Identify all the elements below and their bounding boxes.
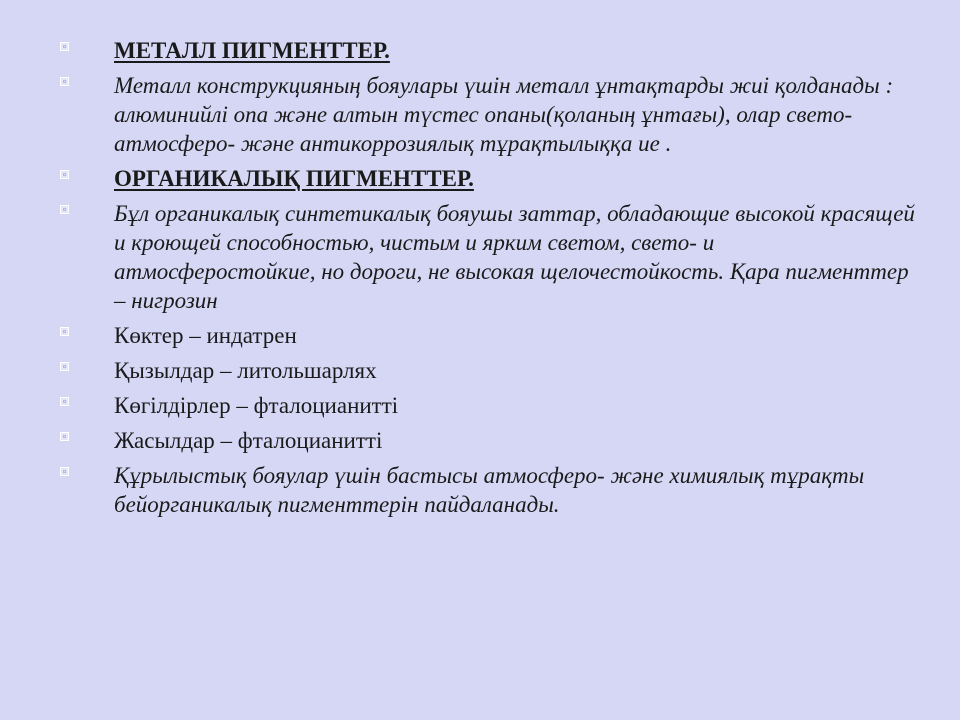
pigment-green-text: Жасылдар – фталоцианитті xyxy=(114,428,383,453)
paragraph-construction-paints: Құрылыстық бояулар үшін бастысы атмосферо- және химиялық тұрақты бейорганикалық пигменттерін пайдаланады. xyxy=(114,463,865,517)
square-bullet-icon xyxy=(60,432,69,441)
pigment-blue-text: Көктер – индатрен xyxy=(114,323,297,348)
list-item xyxy=(60,321,920,350)
bullet-item-construction-paints xyxy=(60,461,920,519)
bullet-list xyxy=(60,36,920,525)
bullet-item-organic-pigments-heading xyxy=(60,164,920,193)
section-heading-metal-pigments: МЕТАЛЛ ПИГМЕНТТЕР. xyxy=(114,38,390,63)
list-item xyxy=(60,391,920,420)
section-heading-organic-pigments: ОРГАНИКАЛЫҚ ПИГМЕНТТЕР. xyxy=(114,166,474,191)
square-bullet-icon xyxy=(60,327,69,336)
list-item xyxy=(60,426,920,455)
square-bullet-icon xyxy=(60,42,69,51)
square-bullet-icon xyxy=(60,467,69,476)
bullet-item-metal-pigments-heading xyxy=(60,36,920,65)
list-item xyxy=(60,356,920,385)
square-bullet-icon xyxy=(60,77,69,86)
square-bullet-icon xyxy=(60,170,69,179)
bullet-item-organic-pigments-text xyxy=(60,199,920,315)
paragraph-metal-pigments: Металл конструкцияның бояулары үшін металл ұнтақтарды жиі қолданады : алюминийлі опа және алтын түстес опаны(қоланың ұнтағы), олар свето-атмосферо- және антикоррозиялық тұрақтылыққа ие . xyxy=(114,73,894,156)
square-bullet-icon xyxy=(60,397,69,406)
pigment-red-text: Қызылдар – литольшарлях xyxy=(114,358,377,383)
pigment-light-blue-text: Көгілдірлер – фталоцианитті xyxy=(114,393,399,418)
square-bullet-icon xyxy=(60,362,69,371)
square-bullet-icon xyxy=(60,205,69,214)
bullet-item-metal-pigments-text xyxy=(60,71,920,158)
paragraph-organic-pigments: Бұл органикалық синтетикалық бояушы заттар, обладающие высокой красящей и кроющей способностью, чистым и ярким светом, свето- и атмосферостойкие, но дороги, не высокая щелочестойкость. Қара пигменттер – нигрозин xyxy=(114,201,915,313)
